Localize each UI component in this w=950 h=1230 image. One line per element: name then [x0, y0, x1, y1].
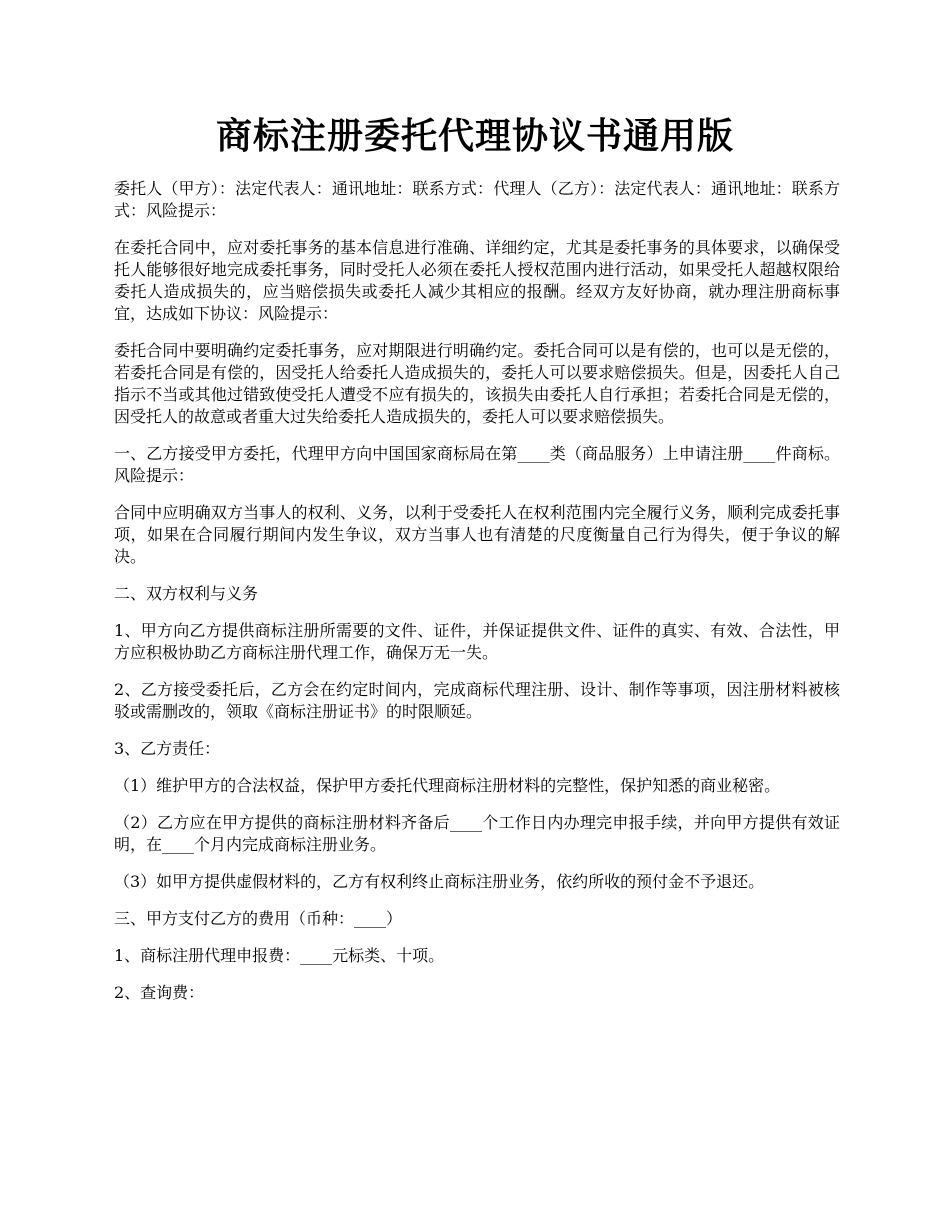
paragraph-subitem-1: （1）维护甲方的合法权益，保护甲方委托代理商标注册材料的完整性，保护知悉的商业秘密。	[114, 776, 781, 795]
paragraph-fee-1: 1、商标注册代理申报费：____元标类、十项。	[114, 946, 445, 965]
paragraph-subitem-2: （2）乙方应在甲方提供的商标注册材料齐备后____个工作日内办理完申报手续，并向甲方提供有效证明，在____个月内完成商标注册业务。	[114, 813, 840, 854]
paragraph-item-1: 1、甲方向乙方提供商标注册所需要的文件、证件，并保证提供文件、证件的真实、有效、合法性，甲方应积极协助乙方商标注册代理工作，确保万无一失。	[114, 621, 840, 662]
paragraph-fee-2: 2、查询费：	[114, 983, 205, 1002]
paragraph-section-one: 一、乙方接受甲方委托，代理甲方向中国国家商标局在第____类（商品服务）上申请注册____件商标。风险提示：	[114, 444, 840, 485]
paragraph-subitem-3: （3）如甲方提供虚假材料的，乙方有权利终止商标注册业务，依约所收的预付金不予退还。	[114, 872, 765, 891]
paragraph-parties: 委托人（甲方）：法定代表人：通讯地址：联系方式：代理人（乙方）：法定代表人：通讯地址：联系方式：风险提示：	[114, 179, 840, 220]
paragraph-risk-terms: 委托合同中要明确约定委托事务，应对期限进行明确约定。委托合同可以是有偿的，也可以是无偿的，若委托合同是有偿的，因受托人给委托人造成损失的，委托人可以要求赔偿损失。但是，因委托人自己指示不当或其他过错致使受托人遭受不应有损失的，该损失由委托人自行承担；若委托合同是无偿的，因受托人的故意或者重大过失给委托人造成损失的，委托人可以要求赔偿损失。	[114, 341, 840, 426]
paragraph-rights-note: 合同中应明确双方当事人的权利、义务，以利于受委托人在权利范围内完全履行义务，顺利完成委托事项，如果在合同履行期间内发生争议，双方当事人也有清楚的尺度衡量自己行为得失，便于争议的解决。	[114, 503, 840, 566]
document-body	[114, 178, 840, 1019]
paragraph-item-3: 3、乙方责任：	[114, 739, 221, 758]
document-title: 商标注册委托代理协议书通用版	[215, 115, 734, 157]
heading-section-three: 三、甲方支付乙方的费用（币种：____）	[114, 909, 403, 928]
heading-section-two: 二、双方权利与义务	[114, 584, 259, 603]
paragraph-risk-intro: 在委托合同中，应对委托事务的基本信息进行准确、详细约定，尤其是委托事务的具体要求，以确保受托人能够很好地完成委托事务，同时受托人必须在委托人授权范围内进行活动，如果受托人超越权限给委托人造成损失的，应当赔偿损失或委托人减少其相应的报酬。经双方友好协商，就办理注册商标事宜，达成如下协议：风险提示：	[114, 238, 840, 323]
paragraph-item-2: 2、乙方接受委托后，乙方会在约定时间内，完成商标代理注册、设计、制作等事项，因注册材料被核驳或需删改的，领取《商标注册证书》的时限顺延。	[114, 680, 840, 721]
